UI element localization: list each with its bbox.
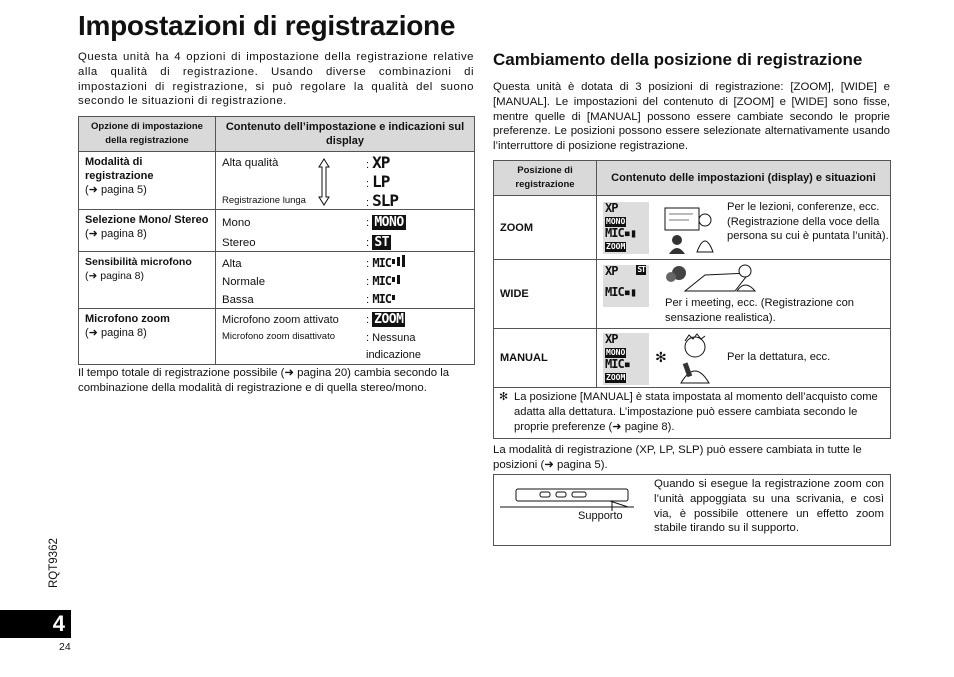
display-none: Nessuna indicazione [366, 332, 422, 361]
sensitivity-normal-icon [391, 273, 401, 285]
option-ref: pagina 8 [100, 228, 144, 240]
position-manual: MANUAL [494, 329, 597, 388]
dictation-illustration-icon [675, 333, 715, 385]
footnote-text: La posizione [MANUAL] è stata impostata al momento dell’acquisto come adatta alla dettatura. L’impostazione può essere cambiata secondo le proprie preferenze (➜ pagine 8). [514, 391, 878, 433]
value-label: Microfono zoom disattivato [222, 331, 335, 342]
zoom-description: Per le lezioni, conferenze, ecc. (Registrazione della voce della persona su cui è puntata l’unità). [727, 201, 889, 242]
display-mic-normal: MIC [372, 274, 392, 288]
display-zoom: ZOOM [374, 312, 404, 327]
option-name: Selezione Mono/ Stereo [85, 214, 209, 226]
section-heading: Cambiamento della posizione di registrazione [493, 50, 863, 69]
lcd-display-wide: XP ST MIC▪▮ [603, 265, 649, 307]
option-ref: pagina 5 [100, 184, 144, 196]
settings-table [78, 116, 475, 365]
value-label: Normale [222, 276, 266, 288]
header-settings: Contenuto delle impostazioni (display) e situazioni [597, 161, 891, 196]
value-label: Alta [222, 258, 242, 270]
right-note: La modalità di registrazione (XP, LP, SLP) può essere cambiata in tutte le posizioni (➜ pagina 5). [493, 444, 862, 471]
display-mic-high: MIC [372, 256, 392, 270]
page-tab: 4 [0, 610, 71, 638]
intro-paragraph: Questa unità ha 4 opzioni di impostazione della registrazione relative alla qualità di registrazione. Usando diverse combinazioni di impostazioni di registrazione, si può regolare la qualità del suono secondo le situazioni di registrazione. [78, 51, 474, 108]
sensitivity-high-icon [391, 255, 405, 267]
value-label: Mono [222, 217, 251, 229]
display-mono: MONO [374, 215, 404, 230]
table-row [494, 329, 891, 388]
display-lp: LP [372, 172, 390, 191]
table-row: Selezione Mono/ Stereo (➜ pagina 8) Mono Stereo : MONO : ST [79, 210, 475, 252]
manual-description: Per la dettatura, ecc. [727, 351, 831, 363]
option-name: Modalità di registrazione [85, 156, 154, 182]
support-box [493, 474, 891, 546]
lecture-illustration-icon [663, 204, 717, 254]
right-intro: Questa unità è dotata di 3 posizioni di registrazione: [ZOOM], [WIDE] e [MANUAL]. Le impostazioni del contenuto di [ZOOM] e [WIDE] sono fisse, mentre quelle di [MANUAL] possono essere cambiate secondo le proprie preferenze. Le posizioni possono essere selezionate alternativamente usando l’interruttore di posizione registrazione. [493, 81, 890, 153]
position-wide: WIDE [494, 260, 597, 329]
option-name: Sensibilità microfono [85, 256, 192, 268]
header-option: Opzione di impostazione della registrazione [79, 117, 216, 152]
table-row: Modalità di registrazione (➜ pagina 5) Alta qualità Registrazione lunga : XP : LP : SLP [79, 152, 475, 210]
sensitivity-low-icon [391, 291, 397, 303]
wide-description: Per i meeting, ecc. (Registrazione con sensazione realistica). [665, 297, 855, 324]
value-label: Alta qualità [222, 157, 279, 169]
table-row: Microfono zoom (➜ pagina 8) Microfono zoom attivato Microfono zoom disattivato : ZOOM : Nessuna indicazione [79, 309, 475, 365]
option-ref: pagina 8 [100, 327, 144, 339]
header-content: Contenuto dell’impostazione e indicazioni sul display [216, 117, 475, 152]
double-arrow-icon [318, 158, 330, 206]
asterisk-icon: ✻ [655, 349, 667, 365]
left-note: Il tempo totale di registrazione possibile (➜ pagina 20) cambia secondo la combinazione della modalità di registrazione e di quella stereo/mono. [78, 367, 450, 394]
positions-table [493, 160, 891, 439]
meeting-illustration-icon [665, 263, 761, 293]
table-row: Sensibilità microfono (➜ pagina 8) Alta Normale Bassa : MIC : MIC : MIC [79, 252, 475, 309]
lcd-display-zoom: XP MONO MIC▪▮ ZOOM [603, 202, 649, 254]
display-slp: SLP [372, 191, 399, 210]
support-text: Quando si esegue la registrazione zoom con l’unità appoggiata su una scrivania, e così via, è possibile ottenere un effetto zoom stabile tirando su il supporto. [654, 478, 884, 535]
footnote-asterisk-icon: ✻ [499, 391, 509, 403]
position-zoom: ZOOM [494, 196, 597, 260]
display-st: ST [374, 235, 389, 250]
device-with-support-icon [500, 483, 636, 511]
lcd-display-manual: XP MONO MIC▪ ZOOM [603, 333, 649, 385]
table-row [494, 260, 891, 329]
option-ref: pagina 8 [100, 270, 141, 282]
value-label: Registrazione lunga [222, 195, 306, 206]
header-position: Posizione di registrazione [494, 161, 597, 196]
option-name: Microfono zoom [85, 313, 170, 325]
document-code: RQT9362 [48, 538, 60, 588]
support-label: Supporto [578, 510, 623, 522]
page-title: Impostazioni di registrazione [78, 10, 456, 41]
value-label: Bassa [222, 294, 254, 306]
value-label: Microfono zoom attivato [222, 314, 339, 326]
page-number: 24 [59, 641, 71, 653]
display-mic-low: MIC [372, 292, 392, 306]
table-row [494, 196, 891, 260]
display-xp: XP [372, 153, 390, 172]
value-label: Stereo [222, 237, 256, 249]
